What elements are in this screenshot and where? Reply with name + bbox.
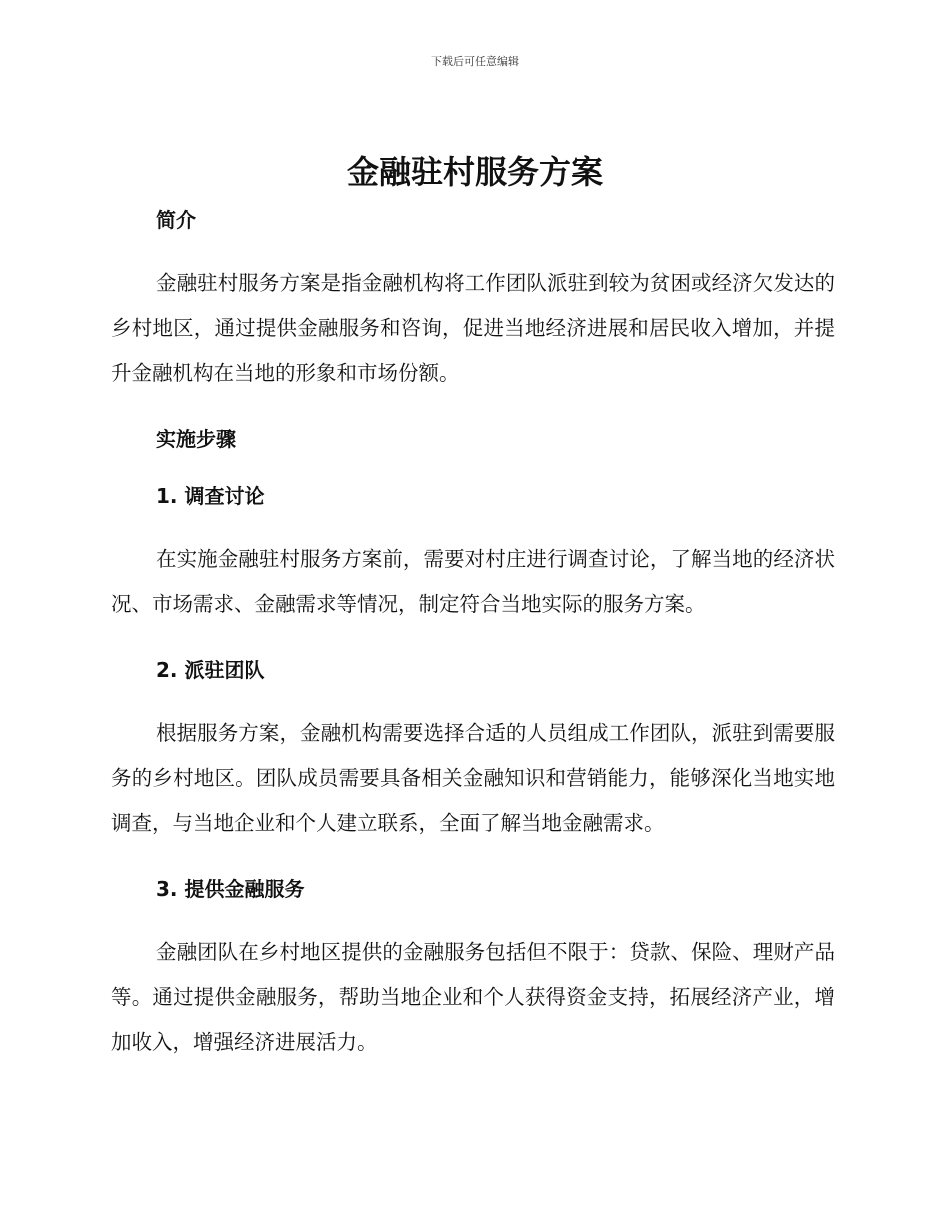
paragraph-intro: 金融驻村服务方案是指金融机构将工作团队派驻到较为贫困或经济欠发达的乡村地区，通过提供金融服务和咨询，促进当地经济进展和居民收入增加，并提升金融机构在当地的形象和市场份额。 [111,271,835,385]
section-heading-steps: 实施步骤 [156,427,236,451]
paragraph-team: 根据服务方案，金融机构需要选择合适的人员组成工作团队，派驻到需要服务的乡村地区。团队成员需要具备相关金融知识和营销能力，能够深化当地实地调查，与当地企业和个人建立联系，全面了解当地金融需求。 [111,721,835,835]
section-heading-services: 3. 提供金融服务 [156,877,305,901]
paragraph-services: 金融团队在乡村地区提供的金融服务包括但不限于：贷款、保险、理财产品等。通过提供金融服务，帮助当地企业和个人获得资金支持，拓展经济产业，增加收入，增强经济进展活力。 [111,940,835,1054]
section-heading-intro: 简介 [156,208,196,232]
page-title: 金融驻村服务方案 [346,153,603,191]
section-heading-research: 1. 调查讨论 [156,484,265,508]
document-body [111,205,835,1065]
paragraph-research: 在实施金融驻村服务方案前，需要对村庄进行调查讨论，了解当地的经济状况、市场需求、金融需求等情况，制定符合当地实际的服务方案。 [111,547,835,616]
section-heading-team: 2. 派驻团队 [156,658,265,682]
header-note: 下载后可任意编辑 [431,55,519,68]
